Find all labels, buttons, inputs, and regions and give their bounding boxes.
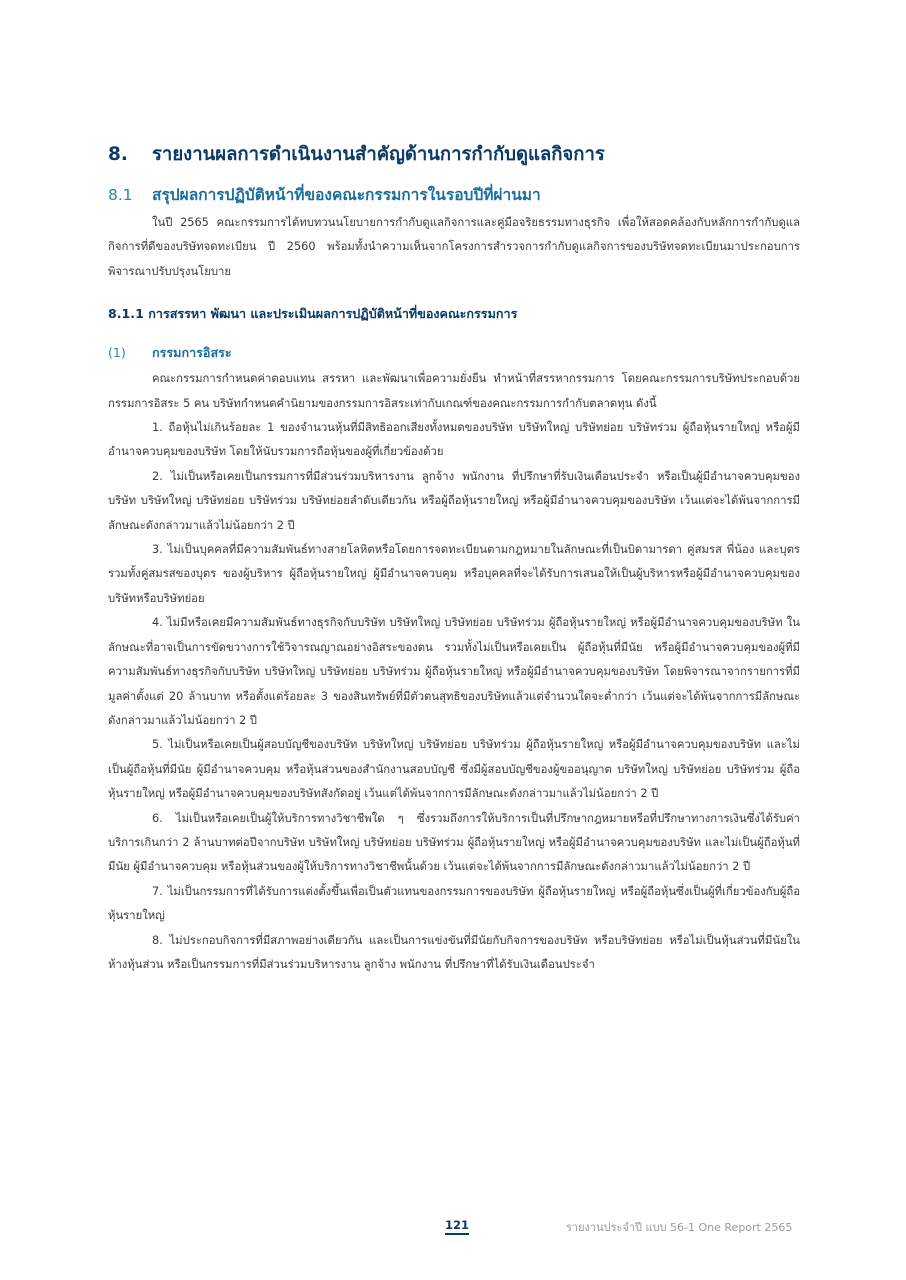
criteria-item-5: 5. ไม่เป็นหรือเคยเป็นผู้สอบบัญชีของบริษัท บริษัทใหญ่ บริษัทย่อย บริษัทร่วม ผู้ถือหุ้นรายใหญ่ หรือผู้มีอำนาจควบคุมของบริษัท และไม่เป็นผู้ถือหุ้นที่มีนัย ผู้มีอำนาจควบคุม หรือหุ้นส่วนของสำนักงานสอบบัญชี ซึ่งมีผู้สอบบัญชีของผู้ขออนุญาต บริษัทใหญ่ บริษัทย่อย บริษัทร่วม ผู้ถือหุ้นรายใหญ่ หรือผู้มีอำนาจควบคุมของบริษัทสังกัดอยู่ เว้นแต่ได้พ้นจากการมีลักษณะดังกล่าวมาแล้วไม่น้อยกว่า 2 ปี (108, 738, 800, 801)
item-heading (108, 343, 800, 363)
item-heading-number: (1) (108, 345, 126, 361)
report-title: รายงานประจำปี แบบ 56-1 One Report 2565 (566, 1221, 793, 1234)
section-title: รายงานผลการดำเนินงานสำคัญด้านการกำกับดูแลกิจการ (152, 144, 605, 165)
criteria-item-2: 2. ไม่เป็นหรือเคยเป็นกรรมการที่มีส่วนร่วมบริหารงาน ลูกจ้าง พนักงาน ที่ปรึกษาที่รับเงินเดือนประจำ หรือเป็นผู้มีอำนาจควบคุมของบริษัท บริษัทใหญ่ บริษัทย่อย บริษัทร่วม บริษัทย่อยลำดับเดียวกัน หรือผู้ถือหุ้นรายใหญ่ หรือผู้มีอำนาจควบคุมของบริษัท เว้นแต่จะได้พ้นจากการมีลักษณะดังกล่าวมาแล้วไม่น้อยกว่า 2 ปี (108, 469, 800, 532)
criteria-item-1: 1. ถือหุ้นไม่เกินร้อยละ 1 ของจำนวนหุ้นที่มีสิทธิออกเสียงทั้งหมดของบริษัท บริษัทใหญ่ บริษัทย่อย บริษัทร่วม ผู้ถือหุ้นรายใหญ่ หรือผู้มีอำนาจควบคุมของบริษัท โดยให้นับรวมการถือหุ้นของผู้ที่เกี่ยวข้องด้วย (108, 421, 800, 459)
intro-paragraph: ในปี 2565 คณะกรรมการได้ทบทวนนโยบายการกำกับดูแลกิจการและคู่มือจริยธรรมทางธุรกิจ เพื่อให้สอดคล้องกับหลักการกำกับดูแลกิจการที่ดีของบริษัทจดทะเบียน ปี 2560 พร้อมทั้งนำความเห็นจากโครงการสำรวจการกำกับดูแลกิจการของบริษัทจดทะเบียนมาประกอบการพิจารณาปรับปรุงนโยบาย (108, 216, 800, 278)
heading-8-1-1: 8.1.1 การสรรหา พัฒนา และประเมินผลการปฏิบัติหน้าที่ของคณะกรรมการ (108, 306, 518, 322)
section-number: 8. (108, 144, 128, 165)
subsection-heading (108, 182, 800, 207)
section-heading (108, 140, 800, 169)
criteria-item-8: 8. ไม่ประกอบกิจการที่มีสภาพอย่างเดียวกัน และเป็นการแข่งขันที่มีนัยกับกิจการของบริษัท หรือบริษัทย่อย หรือไม่เป็นหุ้นส่วนที่มีนัยในห้างหุ้นส่วน หรือเป็นกรรมการที่มีส่วนร่วมบริหารงาน ลูกจ้าง พนักงาน ที่ปรึกษาที่ได้รับเงินเดือนประจำ (108, 933, 800, 971)
subsection-number: 8.1 (108, 186, 133, 204)
criteria-item-6: 6. ไม่เป็นหรือเคยเป็นผู้ให้บริการทางวิชาชีพใด ๆ ซึ่งรวมถึงการให้บริการเป็นที่ปรึกษากฎหมายหรือที่ปรึกษาทางการเงินซึ่งได้รับค่าบริการเกินกว่า 2 ล้านบาทต่อปีจากบริษัท บริษัทใหญ่ บริษัทย่อย บริษัทร่วม ผู้ถือหุ้นรายใหญ่ หรือผู้มีอำนาจควบคุมของบริษัท และไม่เป็นผู้ถือหุ้นที่มีนัย ผู้มีอำนาจควบคุม หรือหุ้นส่วนของผู้ให้บริการทางวิชาชีพนั้นด้วย เว้นแต่จะได้พ้นจากการมีลักษณะดังกล่าวมาแล้วไม่น้อยกว่า 2 ปี (108, 811, 800, 874)
criteria-item-4: 4. ไม่มีหรือเคยมีความสัมพันธ์ทางธุรกิจกับบริษัท บริษัทใหญ่ บริษัทย่อย บริษัทร่วม ผู้ถือหุ้นรายใหญ่ หรือผู้มีอำนาจควบคุมของบริษัท ในลักษณะที่อาจเป็นการขัดขวางการใช้วิจารณญาณอย่างอิสระของตน รวมทั้งไม่เป็นหรือเคยเป็น ผู้ถือหุ้นที่มีนัย หรือผู้มีอำนาจควบคุมของผู้ที่มีความสัมพันธ์ทางธุรกิจกับบริษัท บริษัทใหญ่ บริษัทย่อย บริษัทร่วม ผู้ถือหุ้นรายใหญ่ หรือผู้มีอำนาจควบคุมของบริษัท โดยพิจารณาจากรายการที่มีมูลค่าตั้งแต่ 20 ล้านบาท หรือตั้งแต่ร้อยละ 3 ของสินทรัพย์ที่มีตัวตนสุทธิของบริษัทแล้วแต่จำนวนใดจะต่ำกว่า เว้นแต่จะได้พ้นจากการมีลักษณะดังกล่าวมาแล้วไม่น้อยกว่า 2 ปี (108, 616, 800, 727)
item-heading-title: กรรมการอิสระ (152, 345, 232, 361)
page-number: 121 (445, 1218, 469, 1235)
subsection-title: สรุปผลการปฏิบัติหน้าที่ของคณะกรรมการในรอบปีที่ผ่านมา (152, 186, 541, 204)
criteria-item-7: 7. ไม่เป็นกรรมการที่ได้รับการแต่งตั้งขึ้นเพื่อเป็นตัวแทนของกรรมการของบริษัท ผู้ถือหุ้นรายใหญ่ หรือผู้ถือหุ้นซึ่งเป็นผู้ที่เกี่ยวข้องกับผู้ถือหุ้นรายใหญ่ (108, 884, 800, 923)
criteria-item-3: 3. ไม่เป็นบุคคลที่มีความสัมพันธ์ทางสายโลหิตหรือโดยการจดทะเบียนตามกฎหมายในลักษณะที่เป็นบิดามารดา คู่สมรส พี่น้อง และบุตร รวมทั้งคู่สมรสของบุตร ของผู้บริหาร ผู้ถือหุ้นรายใหญ่ ผู้มีอำนาจควบคุม หรือบุคคลที่จะได้รับการเสนอให้เป็นผู้บริหารหรือผู้มีอำนาจควบคุมของบริษัทหรือบริษัทย่อย (108, 543, 800, 605)
independent-director-paragraph: คณะกรรมการกำหนดค่าตอบแทน สรรหา และพัฒนาเพื่อความยั่งยืน ทำหน้าที่สรรหากรรมการ โดยคณะกรรมการบริษัทประกอบด้วยกรรมการอิสระ 5 คน บริษัทกำหนดคำนิยามของกรรมการอิสระเท่ากับเกณฑ์ของคณะกรรมการกำกับตลาดทุน ดังนี้ (108, 372, 800, 410)
document-page (108, 140, 800, 977)
